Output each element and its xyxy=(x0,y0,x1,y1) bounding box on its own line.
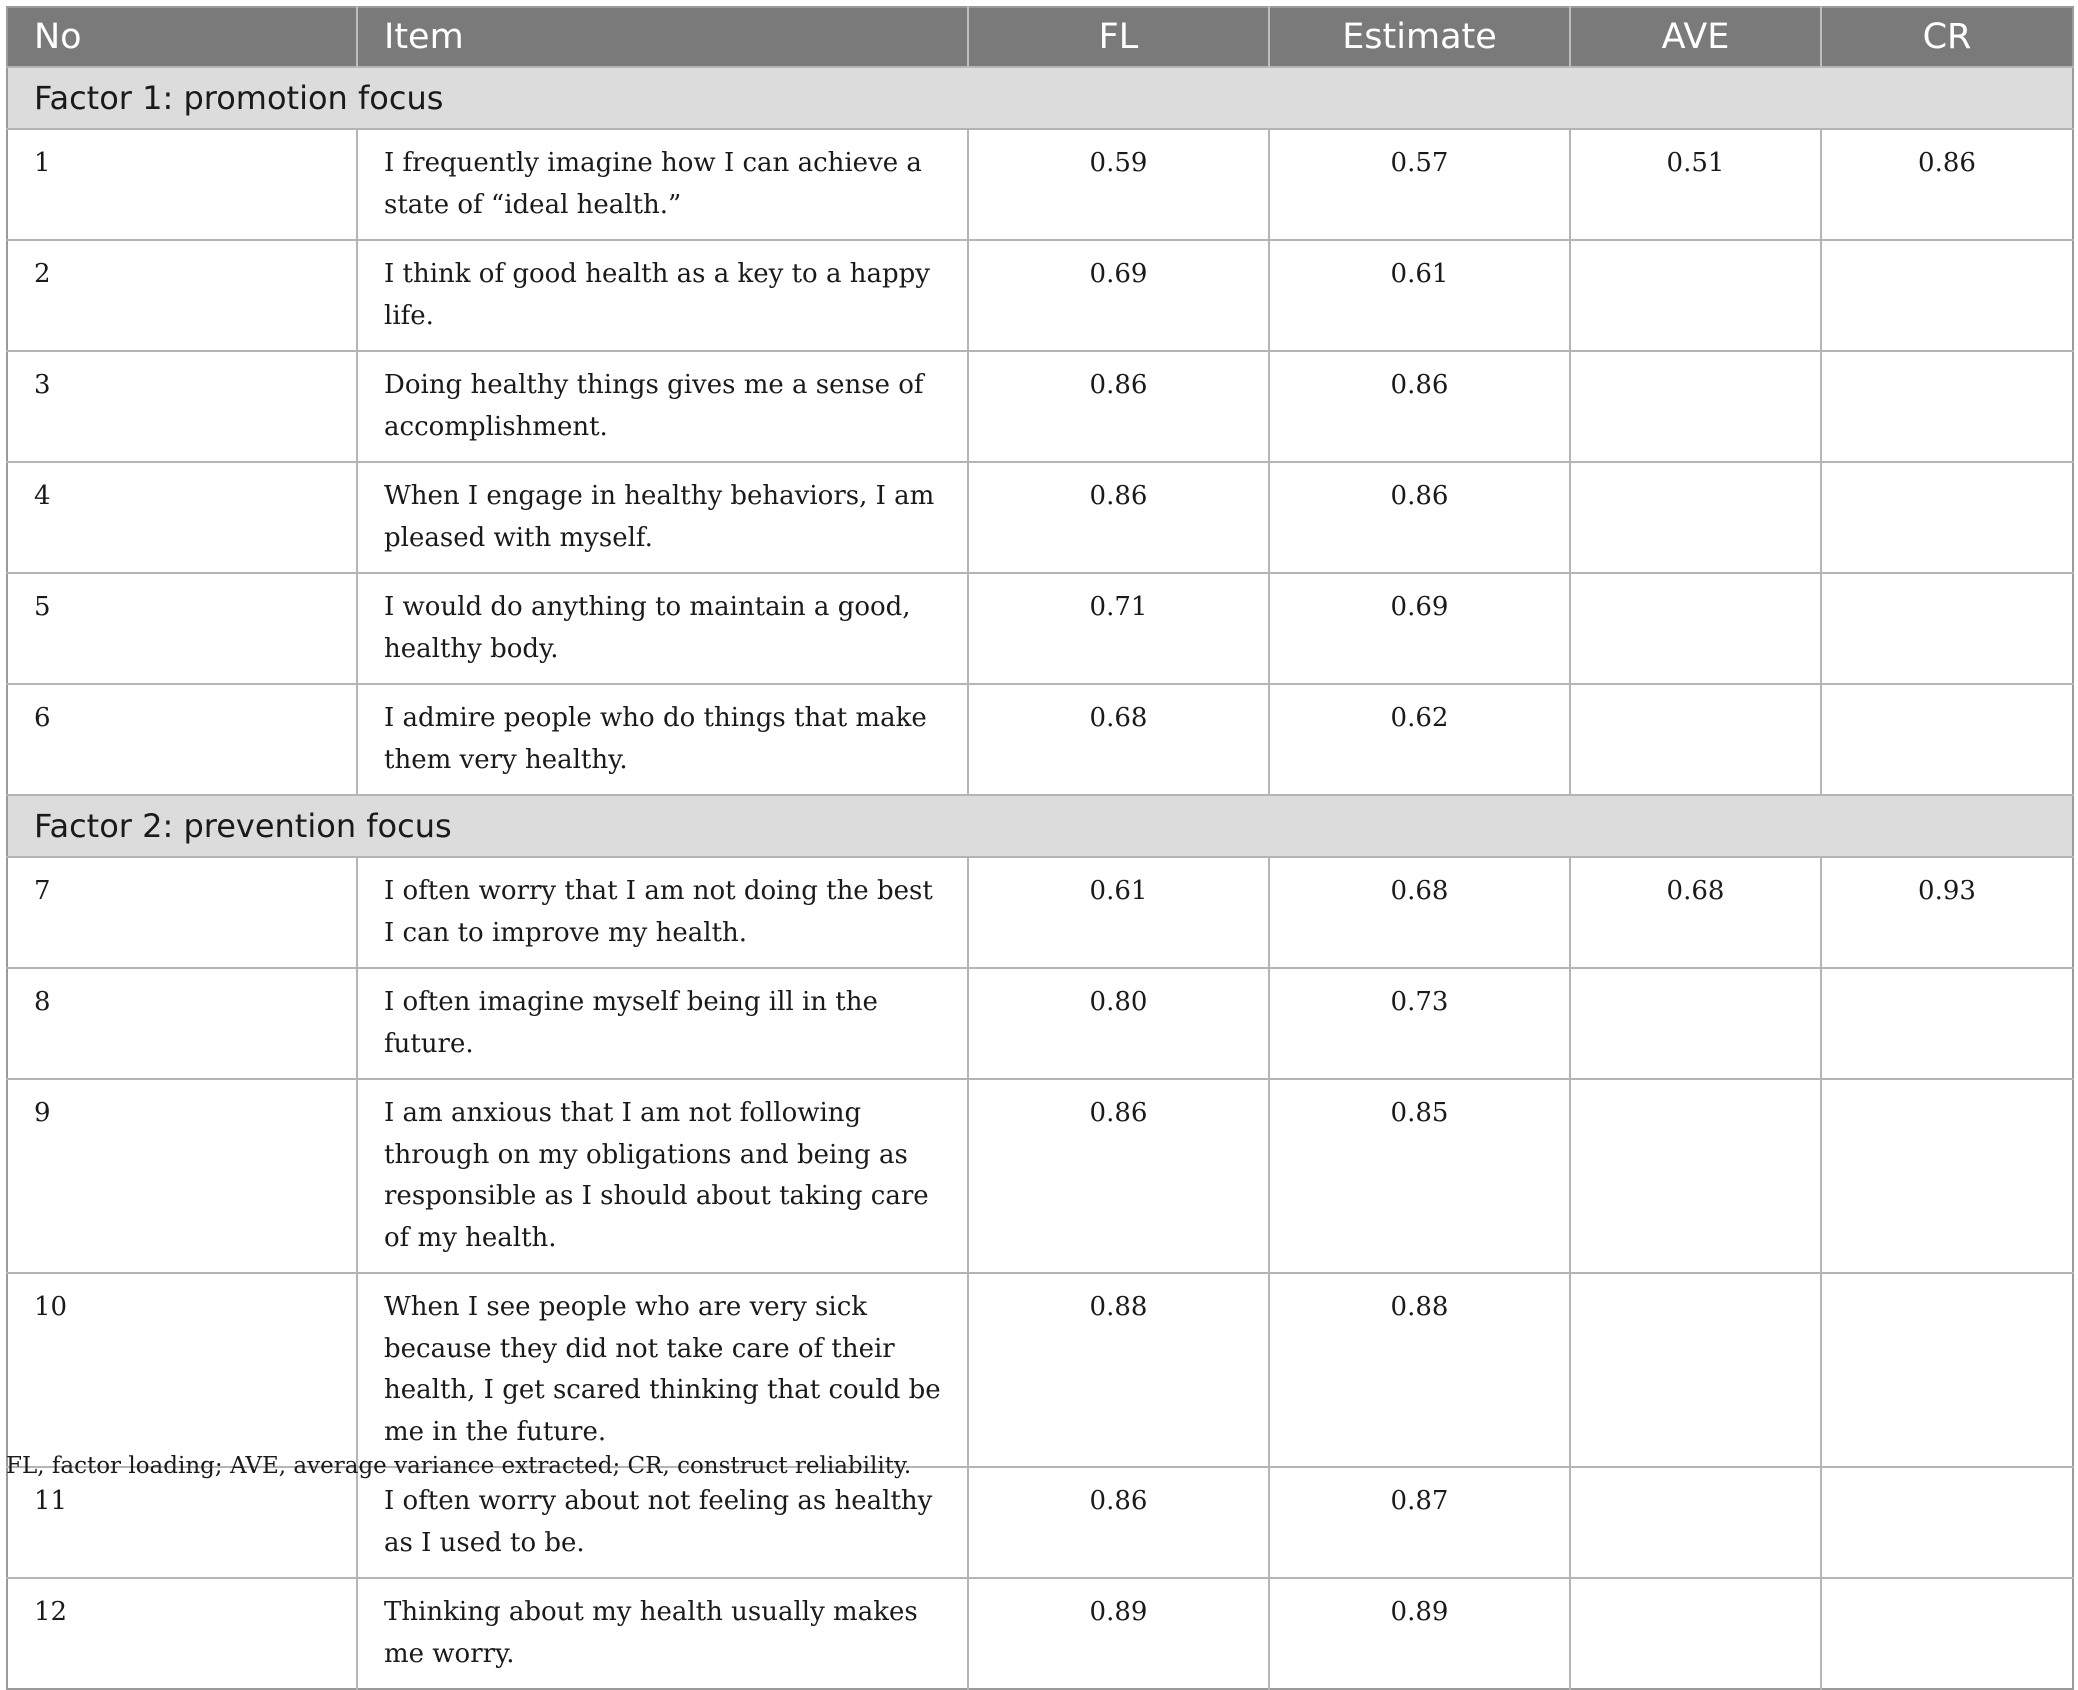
row-number: 12 xyxy=(7,1578,357,1689)
table-row xyxy=(7,1079,2073,1273)
row-estimate-value: 0.69 xyxy=(1269,573,1570,684)
row-fl-value: 0.71 xyxy=(968,573,1269,684)
row-ave-value xyxy=(1570,684,1821,795)
row-estimate-value: 0.87 xyxy=(1269,1467,1570,1578)
row-number: 6 xyxy=(7,684,357,795)
row-fl-value: 0.89 xyxy=(968,1578,1269,1689)
row-cr-value xyxy=(1821,1273,2073,1467)
row-ave-value xyxy=(1570,1467,1821,1578)
column-header-item: Item xyxy=(357,7,968,67)
row-ave-value xyxy=(1570,462,1821,573)
row-fl-value: 0.86 xyxy=(968,462,1269,573)
row-number: 4 xyxy=(7,462,357,573)
row-ave-value xyxy=(1570,351,1821,462)
row-item-text: I think of good health as a key to a happy life. xyxy=(357,240,968,351)
factor-group-row xyxy=(7,795,2073,857)
row-cr-value: 0.86 xyxy=(1821,129,2073,240)
row-ave-value xyxy=(1570,968,1821,1079)
column-header-fl: FL xyxy=(968,7,1269,67)
row-item-text: I am anxious that I am not following through on my obligations and being as responsible as I should about taking care of my health. xyxy=(357,1079,968,1273)
row-cr-value xyxy=(1821,573,2073,684)
row-cr-value xyxy=(1821,1079,2073,1273)
header-row xyxy=(7,7,2073,67)
row-estimate-value: 0.57 xyxy=(1269,129,1570,240)
row-ave-value xyxy=(1570,240,1821,351)
row-item-text: Doing healthy things gives me a sense of accomplishment. xyxy=(357,351,968,462)
row-number: 9 xyxy=(7,1079,357,1273)
column-header-no: No xyxy=(7,7,357,67)
row-fl-value: 0.59 xyxy=(968,129,1269,240)
row-cr-value xyxy=(1821,351,2073,462)
row-number: 7 xyxy=(7,857,357,968)
table-row xyxy=(7,1578,2073,1689)
factor-group-title: Factor 2: prevention focus xyxy=(7,795,2073,857)
table-footnote: FL, factor loading; AVE, average variance extracted; CR, construct reliability. xyxy=(6,1453,912,1479)
row-fl-value: 0.86 xyxy=(968,351,1269,462)
row-number: 11 xyxy=(7,1467,357,1578)
row-cr-value: 0.93 xyxy=(1821,857,2073,968)
column-header-cr: CR xyxy=(1821,7,2073,67)
table-row xyxy=(7,351,2073,462)
column-header-estimate: Estimate xyxy=(1269,7,1570,67)
row-estimate-value: 0.85 xyxy=(1269,1079,1570,1273)
row-estimate-value: 0.86 xyxy=(1269,462,1570,573)
table-row xyxy=(7,684,2073,795)
row-number: 1 xyxy=(7,129,357,240)
table-row xyxy=(7,968,2073,1079)
row-fl-value: 0.68 xyxy=(968,684,1269,795)
table-row xyxy=(7,462,2073,573)
row-item-text: I often worry that I am not doing the best I can to improve my health. xyxy=(357,857,968,968)
row-estimate-value: 0.89 xyxy=(1269,1578,1570,1689)
row-estimate-value: 0.86 xyxy=(1269,351,1570,462)
row-item-text: When I engage in healthy behaviors, I am pleased with myself. xyxy=(357,462,968,573)
row-ave-value xyxy=(1570,1079,1821,1273)
row-estimate-value: 0.68 xyxy=(1269,857,1570,968)
row-number: 5 xyxy=(7,573,357,684)
row-cr-value xyxy=(1821,462,2073,573)
row-estimate-value: 0.88 xyxy=(1269,1273,1570,1467)
row-estimate-value: 0.73 xyxy=(1269,968,1570,1079)
row-item-text: I often imagine myself being ill in the future. xyxy=(357,968,968,1079)
row-number: 10 xyxy=(7,1273,357,1467)
table-body xyxy=(7,67,2073,1689)
row-cr-value xyxy=(1821,684,2073,795)
row-number: 2 xyxy=(7,240,357,351)
row-item-text: I often worry about not feeling as healthy as I used to be. xyxy=(357,1467,968,1578)
row-cr-value xyxy=(1821,968,2073,1079)
table-row xyxy=(7,129,2073,240)
row-fl-value: 0.86 xyxy=(968,1467,1269,1578)
row-ave-value: 0.68 xyxy=(1570,857,1821,968)
row-number: 3 xyxy=(7,351,357,462)
table-row xyxy=(7,1467,2073,1578)
row-ave-value xyxy=(1570,1578,1821,1689)
row-estimate-value: 0.62 xyxy=(1269,684,1570,795)
row-cr-value xyxy=(1821,240,2073,351)
row-fl-value: 0.86 xyxy=(968,1079,1269,1273)
row-item-text: I admire people who do things that make them very healthy. xyxy=(357,684,968,795)
row-fl-value: 0.61 xyxy=(968,857,1269,968)
row-ave-value xyxy=(1570,573,1821,684)
row-cr-value xyxy=(1821,1467,2073,1578)
row-item-text: I frequently imagine how I can achieve a state of “ideal health.” xyxy=(357,129,968,240)
row-fl-value: 0.80 xyxy=(968,968,1269,1079)
row-estimate-value: 0.61 xyxy=(1269,240,1570,351)
row-item-text: I would do anything to maintain a good, healthy body. xyxy=(357,573,968,684)
row-item-text: When I see people who are very sick because they did not take care of their health, I get scared thinking that could be me in the future. xyxy=(357,1273,968,1467)
table-row xyxy=(7,857,2073,968)
row-fl-value: 0.88 xyxy=(968,1273,1269,1467)
table-row xyxy=(7,573,2073,684)
factor-group-title: Factor 1: promotion focus xyxy=(7,67,2073,129)
row-fl-value: 0.69 xyxy=(968,240,1269,351)
row-ave-value xyxy=(1570,1273,1821,1467)
row-item-text: Thinking about my health usually makes me worry. xyxy=(357,1578,968,1689)
column-header-ave: AVE xyxy=(1570,7,1821,67)
factor-loading-table xyxy=(6,6,2074,1690)
row-number: 8 xyxy=(7,968,357,1079)
row-cr-value xyxy=(1821,1578,2073,1689)
row-ave-value: 0.51 xyxy=(1570,129,1821,240)
factor-group-row xyxy=(7,67,2073,129)
table-header xyxy=(7,7,2073,67)
factor-table-container xyxy=(6,6,2072,1690)
table-row xyxy=(7,240,2073,351)
table-row xyxy=(7,1273,2073,1467)
